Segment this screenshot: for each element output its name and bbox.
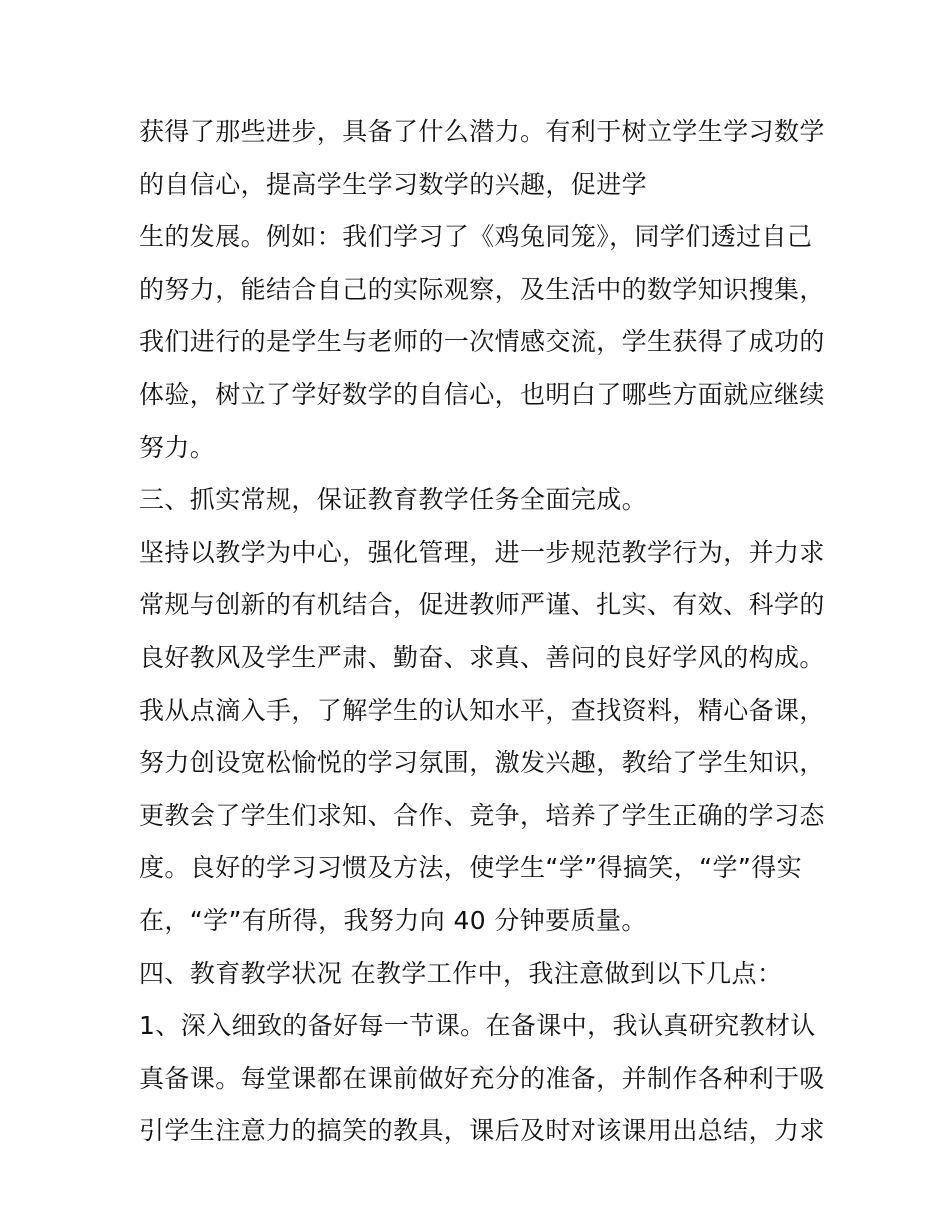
- text-line: 更教会了学生们求知、合作、竞争，培养了学生正确的学习态: [139, 800, 825, 830]
- text-line: 良好教风及学生严肃、勤奋、求真、善问的良好学风的构成。: [139, 642, 825, 672]
- text-line: 在，“学”有所得，我努力向 40 分钟要质量。: [139, 905, 647, 935]
- text-line: 体验，树立了学好数学的自信心，也明白了哪些方面就应继续: [139, 379, 825, 409]
- text-line: 努力。: [139, 432, 216, 462]
- text-line: 生的发展。例如：我们学习了《鸡兔同笼》，同学们透过自己: [139, 222, 813, 252]
- text-line: 常规与创新的有机结合，促进教师严谨、扎实、有效、科学的: [139, 590, 825, 620]
- text-line: 1、深入细致的备好每一节课。在备课中，我认真研究教材认: [139, 1011, 816, 1041]
- text-line: 我们进行的是学生与老师的一次情感交流，学生获得了成功的: [139, 327, 825, 357]
- text-line: 的努力，能结合自己的实际观察，及生活中的数学知识搜集，: [139, 274, 825, 304]
- text-line: 真备课。每堂课都在课前做好充分的准备，并制作各种利于吸: [139, 1063, 825, 1093]
- text-line: 努力创设宽松愉悦的学习氛围，激发兴趣，教给了学生知识，: [139, 748, 825, 778]
- text-line: 我从点滴入手，了解学生的认知水平，查找资料，精心备课，: [139, 695, 825, 725]
- text-line: 获得了那些进步，具备了什么潜力。有利于树立学生学习数学: [139, 117, 825, 146]
- text-line: 度。良好的学习习惯及方法，使学生“学”得搞笑，“学”得实: [139, 853, 803, 883]
- text-line: 的自信心，提高学生学习数学的兴趣，促进学: [139, 169, 648, 199]
- text-line: 引学生注意力的搞笑的教具，课后及时对该课用出总结，力求: [139, 1116, 825, 1146]
- section-heading: 三、抓实常规，保证教育教学任务全面完成。: [139, 485, 648, 515]
- section-heading: 四、教育教学状况 在教学工作中，我注意做到以下几点：: [139, 958, 783, 988]
- body-text: [139, 106, 839, 1158]
- text-line: 坚持以教学为中心，强化管理，进一步规范教学行为，并力求: [139, 537, 825, 567]
